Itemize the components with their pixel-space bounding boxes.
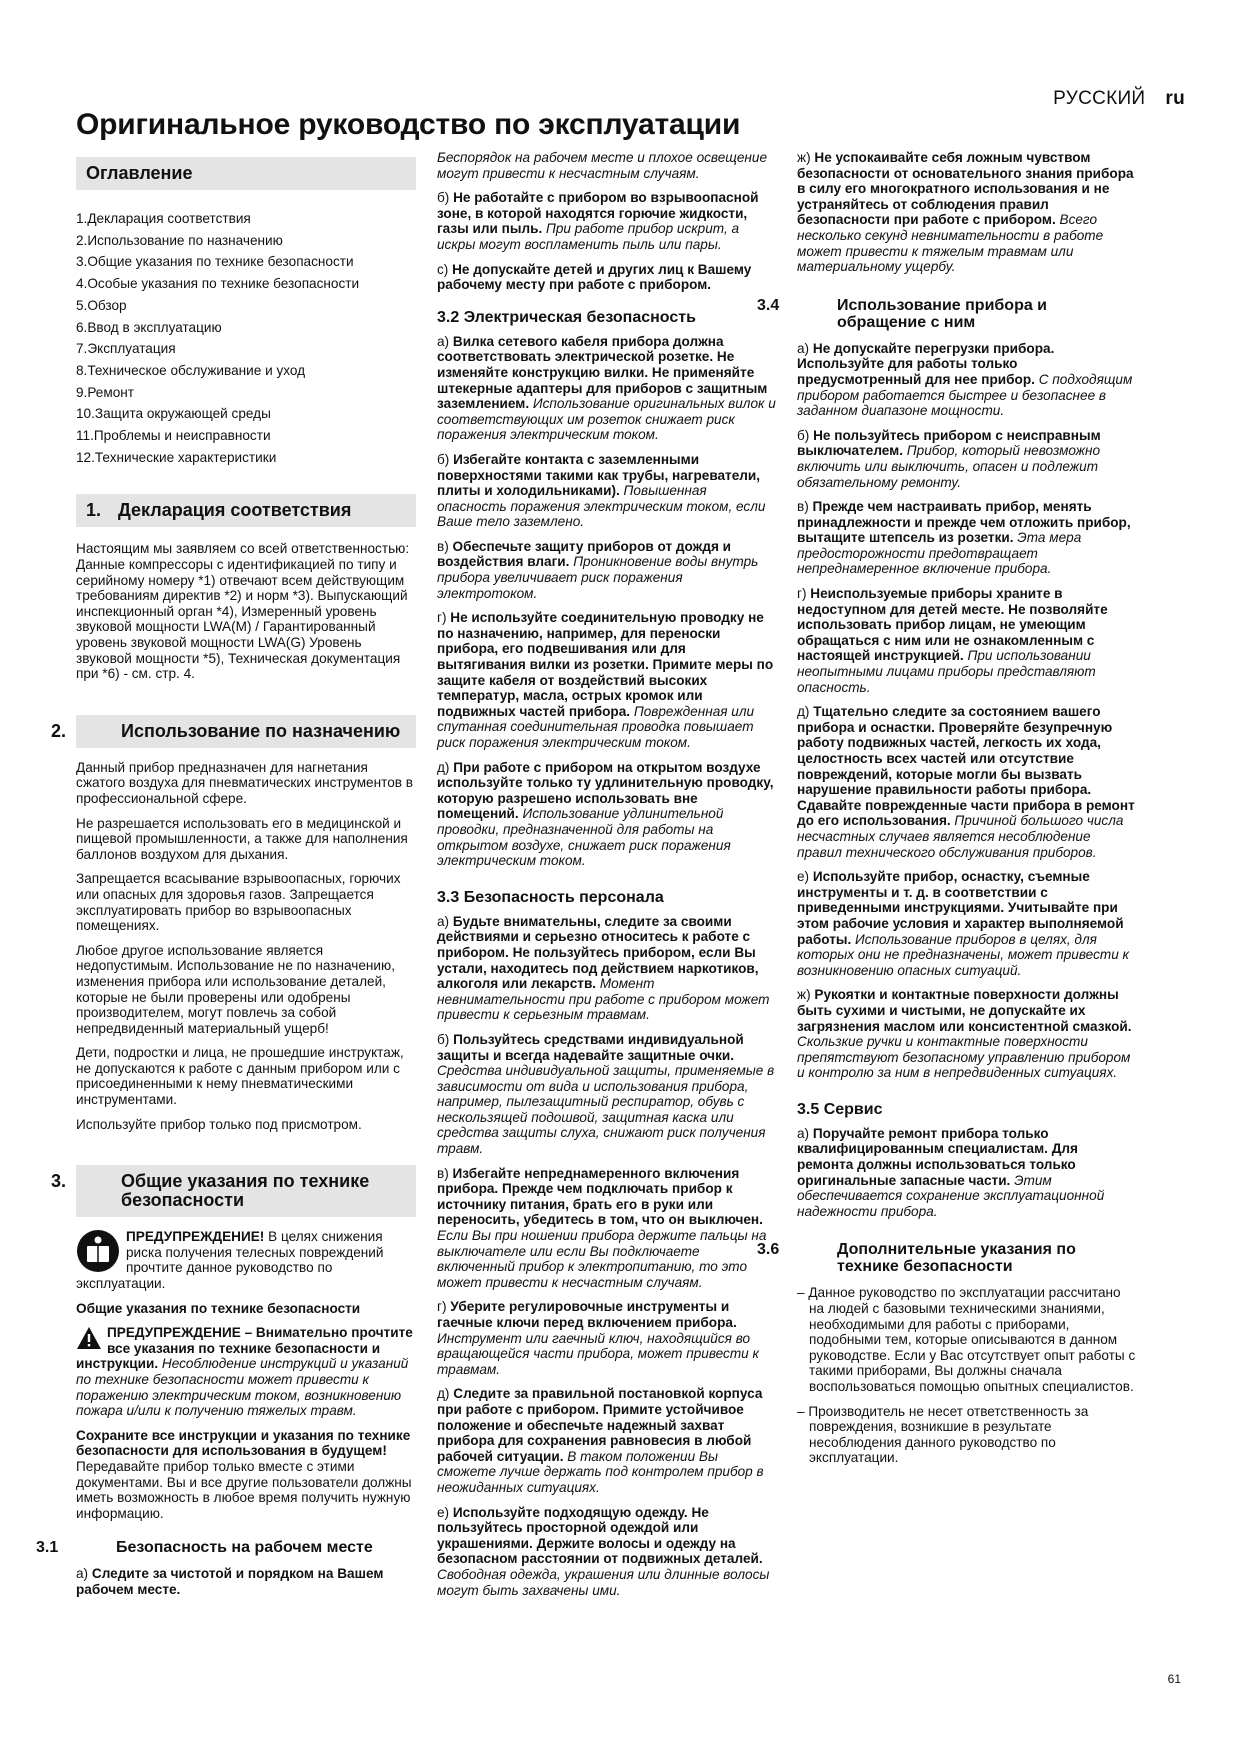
italic-text: Использование удлинительной проводки, предназначенной для работы на открытом воздухе, снижает риск поражения электрическим током. (437, 806, 731, 869)
item-prefix: б) (437, 190, 454, 206)
toc-item: 3.Общие указания по технике безопасности (76, 254, 354, 270)
bold-text: Используйте прибор, оснастку, съемные инструменты и т. д. в соответствии с приведенными инструкциями. Учитывайте при этом рабочие условия и характер выполняемой работы. (797, 869, 1124, 947)
bold-text: Используйте подходящую одежду. Не пользуйтесь просторной одеждой или украшениями. Держите волосы и одежду на безопасном расстоянии от подвижных деталей. (437, 1504, 763, 1567)
item-prefix: а) (797, 340, 813, 356)
italic-text: Инструмент или гаечный ключ, находящийся во вращающейся части прибора, может привести к травмам. (437, 1330, 759, 1377)
item-prefix: д) (437, 1386, 454, 1402)
warning-text: В целях снижения риска получения телесных повреждений прочтите данное руководство по эксплуатации. (76, 1229, 384, 1292)
bold-text: Поручайте ремонт прибора только квалифицированным специалистам. Для ремонта должны использоваться только оригинальные запасные части. (797, 1125, 1078, 1188)
italic-text: Если Вы при ношении прибора держите пальцы на выключателе или если Вы подключаете включенный прибор к электропитанию, то это может привести к несчастным случаям. (437, 1228, 767, 1290)
paragraph: Любое другое использование является недопустимым. Использование не по назначению, изменения прибора или использование деталей, которые не были проверены или одобрены производителем, могут повлечь за собой непредвиденный материальный ущерб! (76, 942, 395, 1036)
list-item: – Данное руководство по эксплуатации рассчитано на людей с базовыми техническими знаниями, необходимыми для работы с приборами, подобными тем, которые описываются в данном руководстве. Если у Вас отсутствует опыт работы с такими приборами, Вы должны сначала воспользоваться помощью опытных специалистов. (797, 1285, 1136, 1394)
item-prefix: в) (437, 538, 453, 554)
section-3-1-heading (36, 1539, 416, 1557)
italic-text: Момент невнимательности при работе с прибором может привести к серьезным травмам. (437, 976, 770, 1023)
italic-text: Использование оригинальных вилок и соответствующих им розеток снижает риск поражения электрическим током. (437, 396, 776, 443)
list-item (437, 1299, 777, 1377)
list-item (437, 334, 777, 443)
italic-text: В таком положении Вы сможете лучше держать под контролем прибор в неожиданных ситуациях. (437, 1448, 764, 1495)
list-item (797, 586, 1137, 695)
item-b (437, 190, 777, 252)
section-1-heading (76, 494, 416, 527)
bold-text: Рукоятки и контактные поверхности должны быть сухими и чистыми, не допускайте их загрязнения маслом или консистентной смазкой. (797, 987, 1132, 1034)
toc-list (76, 208, 416, 468)
bold-text: Избегайте контакта с заземленными поверхностями такими как трубы, нагреватели, плиты и холодильниками). (437, 451, 761, 499)
italic-text: Использование приборов в целях, для которых они не предназначены, может привести к возникновению опасных ситуаций. (797, 931, 1129, 978)
item-a (76, 1566, 416, 1597)
item-prefix: г) (797, 586, 811, 602)
bold-text: Будьте внимательны, следите за своими действиями и серьезно относитесь к работе с прибором. Не пользуйтесь прибором, если Вы устали, находитесь под действием наркотиков, алкоголя или лекарств. (437, 913, 759, 992)
warning-read-manual (76, 1229, 416, 1291)
section-title: Декларация соответствия (118, 500, 352, 521)
italic-text: Прибор, который невозможно включить или выключить, опасен и подлежит обязательному ремонту. (797, 443, 1101, 490)
section-number: 3.1 (36, 1539, 59, 1557)
paragraph: Используйте прибор только под присмотром. (76, 1116, 362, 1132)
list-item (797, 150, 1137, 275)
bold-text: Уберите регулировочные инструменты и гаечные ключи перед включением прибора. (437, 1299, 737, 1330)
section-1-text: Настоящим мы заявляем со всей ответственностью: Данные компрессоры с идентификацией по типу и серийному номеру *1) отвечают всем действующим требованиям директив *2) и норм *3). Выпускающий инспекционный орган *4), Измеренный уровень звуковой мощности LWA(M) / Гарантированный уровень звуковой мощности LWA(G) Уровень звуковой мощности *5), Техническая документация при *6) - см. стр. 4. (76, 541, 410, 682)
section-3-2-heading: 3.2 Электрическая безопасность (437, 308, 696, 326)
toc-item: 4.Особые указания по технике безопасности (76, 276, 360, 292)
list-item (797, 987, 1137, 1081)
item-prefix: е) (437, 1504, 453, 1520)
warning-italic: Несоблюдение инструкций и указаний по технике безопасности может привести к поражению электрическим током, возникновению пожара и/или к получению тяжелых травм. (76, 1356, 409, 1419)
list-item (437, 1032, 777, 1157)
item-prefix: г) (437, 610, 451, 626)
bold-text: Не пользуйтесь прибором с неисправным выключателем. (797, 427, 1101, 459)
additional-notes-list (797, 1285, 1137, 1466)
item-a-continued (437, 150, 777, 181)
italic-text: Причиной большого числа несчастных случаев является несоблюдение правил технического обслуживания приборов. (797, 813, 1124, 860)
list-item (437, 452, 777, 530)
section-title: Использование по назначению (121, 720, 401, 741)
list-item (797, 869, 1137, 978)
paragraph: Запрещается всасывание взрывоопасных, горючих или опасных для здоровья газов. Запрещается эксплуатировать прибор во взрывоопасных помещениях. (76, 871, 401, 934)
section-3-3-heading: 3.3 Безопасность персонала (437, 888, 664, 906)
italic-text: Средства индивидуальной защиты, применяемые в зависимости от вида и использования прибора, например, пылезащитный респиратор, обувь с нескользящей подошвой, защитная каска или средства защиты слуха, снижают риск получения травм. (437, 1063, 775, 1157)
section-number: 2. (51, 720, 67, 741)
column-2 (437, 150, 777, 1607)
section-number: 3.6 (757, 1241, 780, 1259)
section-title: Безопасность на рабочем месте (116, 1539, 373, 1557)
section-number: 3. (51, 1171, 67, 1192)
page-title: Оригинальное руководство по эксплуатации (76, 108, 741, 141)
italic-text: Скользкие ручки и контактные поверхности препятствуют безопасному управлению прибором и контролю за ним в непредвиденных ситуациях. (797, 1034, 1131, 1081)
item-prefix: б) (437, 1031, 454, 1047)
warning-label: ПРЕДУПРЕЖДЕНИЕ! (126, 1229, 265, 1245)
item-prefix: б) (797, 427, 814, 443)
italic-text: Повышенная опасность поражения электрическим током, если Ваше тело заземлено. (437, 483, 766, 530)
item-prefix: б) (437, 451, 454, 467)
bold-text: При работе с прибором на открытом воздухе используйте только ту удлинительную проводку, которую разрешено использовать вне помещений. (437, 759, 774, 822)
section-3-5-heading: 3.5 Сервис (797, 1100, 883, 1118)
language-name: РУССКИЙ (1053, 88, 1146, 109)
section-3-3-continued (797, 150, 1137, 275)
toc-heading: Оглавление (76, 157, 416, 190)
bold-text: Неиспользуемые приборы храните в недоступном для детей месте. Не позволяйте использовать прибор лицам, не умеющим обращаться с ним или не ознакомленным с настоящей инструкцией. (797, 586, 1108, 664)
list-item (797, 704, 1137, 860)
italic-text: Всего несколько секунд невнимательности в работе может привести к тяжелым травмам или материальному ущербу. (797, 212, 1104, 275)
section-3-4-list (797, 341, 1137, 1081)
list-item (437, 539, 777, 601)
toc-item: 2.Использование по назначению (76, 232, 283, 248)
list-item: – Производитель не несет ответственность за повреждения, возникшие в результате несоблюдения данного руководство по эксплуатации. (797, 1403, 1089, 1466)
toc-item: 7.Эксплуатация (76, 341, 176, 357)
warning-read-all (76, 1325, 416, 1419)
section-3-3-list (437, 914, 777, 1598)
paragraph: Данный прибор предназначен для нагнетания сжатого воздуха для пневматических инструментов в профессиональной сфере. (76, 759, 413, 806)
service-item (797, 1126, 1137, 1220)
toc-item: 6.Ввод в эксплуатацию (76, 319, 222, 335)
section-3-heading (51, 1165, 416, 1217)
bold-text: Следите за правильной постановкой корпуса при работе с прибором. Примите устойчивое положение и обеспечьте надежный захват прибора для сохранения равновесия в любой рабочей ситуации. (437, 1386, 763, 1464)
list-item (437, 1386, 777, 1495)
item-c (437, 262, 777, 293)
paragraph: Не разрешается использовать его в медицинской и пищевой промышленности, а также для наполнения баллонов воздухом для дыхания. (76, 815, 408, 862)
item-prefix: ж) (797, 987, 815, 1003)
section-2-heading (51, 715, 416, 748)
section-3-2-list (437, 334, 777, 869)
item-prefix: а) (437, 913, 453, 929)
bold-text: Тщательно следите за состоянием вашего прибора и оснастки. Проверяйте безупречную работу подвижных частей, легкость их хода, целостность всех частей или отсутствие повреждений, которые могли бы вызвать нарушение правильности работы прибора. Сдавайте поврежденные части прибора в ремонт до его использования. (797, 704, 1135, 829)
page-number: 61 (1167, 1672, 1181, 1686)
item-prefix: в) (437, 1165, 453, 1181)
toc-item: 9.Ремонт (76, 384, 135, 400)
list-item (437, 914, 777, 1023)
warning-triangle-icon (76, 1326, 102, 1350)
bold-text: Не работайте с прибором во взрывоопасной зоне, в которой находятся горючие жидкости, газы или пыль. (437, 190, 759, 237)
toc-item: 8.Техническое обслуживание и уход (76, 362, 306, 378)
bold-text: Не допускайте перегрузки прибора. Используйте для работы только предусмотренный для нее прибор. (797, 340, 1055, 387)
section-3-4-heading (757, 296, 1137, 331)
section-number: 1. (86, 500, 102, 521)
section-3-6-heading (757, 1241, 1137, 1276)
paragraph: Дети, подростки и лица, не прошедшие инструктаж, не допускаются к работе с данным прибором или с присоединенными к нему пневматическими инструментами. (76, 1045, 404, 1108)
item-prefix: г) (437, 1299, 451, 1315)
italic-text: Этим обеспечивается сохранение эксплуатационной надежности прибора. (797, 1172, 1105, 1219)
toc-item: 12.Технические характеристики (76, 449, 277, 465)
italic-text: С подходящим прибором работается быстрее и безопаснее в заданном диапазоне мощности. (797, 371, 1133, 419)
list-item (437, 760, 777, 869)
bold-text: Следите за чистотой и порядком на Вашем рабочем месте. (76, 1566, 384, 1597)
item-prefix: а) (437, 333, 453, 349)
bold-text: Сохраните все инструкции и указания по технике безопасности для использования в будущем! (76, 1427, 411, 1459)
save-instructions (76, 1428, 416, 1522)
general-safety-subheading: Общие указания по технике безопасности (76, 1300, 361, 1316)
toc-item: 10.Защита окружающей среды (76, 406, 271, 422)
italic-text: Проникновение воды внутрь прибора увеличивает риск поражения электротоком. (437, 554, 759, 601)
toc-item: 11.Проблемы и неисправности (76, 428, 271, 444)
italic-text: Поврежденная или спутанная соединительная проводка повышает риск поражения электрическим током. (437, 703, 755, 750)
italic-text: При работе прибор искрит, а искры могут воспламенить пыль или пары. (437, 221, 740, 252)
bold-text: Не успокаивайте себя ложным чувством безопасности от основательного знания прибора в силу его многократного использования и не устраняйтесь от соблюдения правил безопасности при работе с прибором. (797, 150, 1134, 228)
bold-text: Прежде чем настраивать прибор, менять принадлежности и прежде чем отложить прибор, вытащите штепсель из розетки. (797, 499, 1131, 546)
italic-text: Беспорядок на рабочем месте и плохое освещение могут привести к несчастным случаям. (437, 150, 768, 181)
bold-text: Пользуйтесь средствами индивидуальной защиты и всегда надевайте защитные очки. (437, 1031, 744, 1063)
list-item (797, 499, 1137, 577)
warning-bold: ПРЕДУПРЕЖДЕНИЕ – Внимательно прочтите все указания по технике безопасности и инструкции. (76, 1325, 413, 1372)
bold-text: Вилка сетевого кабеля прибора должна соответствовать электрической розетке. Не изменяйте конструкцию вилки. Не применяйте штекерные адаптеры для приборов с защитным заземлением. (437, 333, 768, 412)
item-prefix: д) (797, 704, 814, 720)
section-title: Общие указания по технике безопасности (121, 1171, 370, 1211)
italic-text: При использовании неопытными лицами приборы представляют опасность. (797, 648, 1096, 695)
bold-text: Не используйте соединительную проводку не по назначению, например, для переноски прибора, его подвешивания или для вытягивания вилки из розетки. Примите меры по защите кабеля от воздействий высоких температур, масла, острых кромок или подвижных частей прибора. (437, 610, 774, 719)
read-manual-icon (76, 1229, 120, 1273)
column-3 (757, 150, 1137, 1475)
item-prefix: с) (437, 261, 453, 277)
column-1 (36, 157, 416, 1607)
toc-item: 5.Обзор (76, 297, 127, 313)
section-title: Использование прибора и обращение с ним (837, 296, 1048, 331)
list-item (797, 428, 1137, 490)
list-item (797, 341, 1137, 419)
section-number: 3.4 (757, 296, 780, 314)
bold-text: Обеспечьте защиту приборов от дождя и воздействия влаги. (437, 538, 732, 570)
item-prefix: а) (76, 1566, 92, 1582)
item-prefix: д) (437, 759, 454, 775)
language-code: ru (1165, 88, 1185, 109)
text: Передавайте прибор только вместе с этими документами. Вы и все другие пользователи должны иметь возможность в любое время получить нужную информацию. (76, 1458, 412, 1521)
list-item (437, 1166, 777, 1291)
bold-text: Избегайте непреднамеренного включения прибора. Прежде чем подключать прибор к источнику питания, брать его в руки или переносить, убедитесь в том, что он выключен. (437, 1165, 763, 1228)
language-label (1053, 88, 1185, 110)
italic-text: Свободная одежда, украшения или длинные волосы могут быть захвачены ими. (437, 1566, 770, 1598)
item-prefix: в) (797, 499, 813, 515)
toc-item: 1.Декларация соответствия (76, 211, 251, 226)
italic-text: Эта мера предосторожности предотвращает непреднамеренное включение прибора. (797, 530, 1082, 577)
list-item (437, 1505, 777, 1599)
section-title: Дополнительные указания по технике безопасности (837, 1241, 1076, 1276)
item-prefix: ж) (797, 150, 815, 165)
item-prefix: е) (797, 869, 813, 885)
bold-text: Не допускайте детей и других лиц к Вашему рабочему месту при работе с прибором. (437, 261, 752, 293)
list-item (437, 610, 777, 750)
item-prefix: а) (797, 1125, 813, 1141)
